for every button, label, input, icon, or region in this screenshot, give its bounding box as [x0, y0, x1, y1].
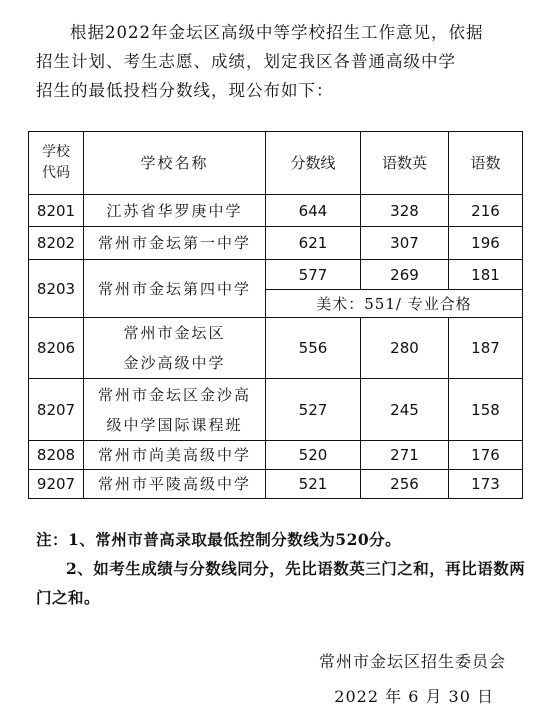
table-row — [29, 379, 523, 441]
chinese-math-score: 176 — [449, 441, 523, 470]
chinese-math-score: 181 — [449, 260, 523, 290]
art-admission-note: 美术：551/ 专业合格 — [266, 290, 523, 318]
score-line: 527 — [266, 379, 361, 441]
header-code-line-1: 学校 — [42, 144, 70, 160]
intro-line-2: 招生计划、考生志愿、成绩，划定我区各普通高级中学 — [36, 52, 456, 71]
school-name: 常州市金坛第一中学 — [84, 227, 266, 260]
score-line: 521 — [266, 470, 361, 499]
intro-paragraph — [36, 18, 526, 105]
note-2: 2、如考生成绩与分数线同分，先比语数英三门之和，再比语数两门之和。 — [36, 559, 526, 607]
admission-score-table — [28, 131, 523, 499]
score-line: 644 — [266, 195, 361, 227]
table-row — [29, 318, 523, 379]
school-code: 9207 — [29, 470, 84, 499]
school-name: 常州市尚美高级中学 — [84, 441, 266, 470]
school-code: 8207 — [29, 379, 84, 441]
header-code-line-2: 代码 — [42, 165, 70, 181]
score-line: 556 — [266, 318, 361, 379]
school-code: 8202 — [29, 227, 84, 260]
header-chinese-math-english: 语数英 — [361, 132, 449, 195]
school-name — [84, 318, 266, 379]
score-line: 621 — [266, 227, 361, 260]
chinese-math-english-score: 280 — [361, 318, 449, 379]
school-code: 8201 — [29, 195, 84, 227]
score-line: 577 — [266, 260, 361, 290]
intro-line-1: 根据2022年金坛区高级中等学校招生工作意见，依据 — [70, 23, 484, 42]
chinese-math-english-score: 307 — [361, 227, 449, 260]
table-header-row — [29, 132, 523, 195]
school-code: 8203 — [29, 260, 84, 318]
intro-line-3: 招生的最低投档分数线，现公布如下： — [36, 81, 334, 100]
chinese-math-english-score: 328 — [361, 195, 449, 227]
school-name — [84, 379, 266, 441]
chinese-math-score: 173 — [449, 470, 523, 499]
header-school-code — [29, 132, 84, 195]
chinese-math-score: 196 — [449, 227, 523, 260]
chinese-math-score: 187 — [449, 318, 523, 379]
issuing-organization: 常州市金坛区招生委员会 — [318, 652, 506, 671]
table-row — [29, 260, 523, 290]
chinese-math-score: 216 — [449, 195, 523, 227]
issue-date: 2022 年 6 月 30 日 — [334, 687, 494, 706]
header-school-name: 学校名称 — [84, 132, 266, 195]
table-row — [29, 441, 523, 470]
school-name: 常州市平陵高级中学 — [84, 470, 266, 499]
chinese-math-english-score: 271 — [361, 441, 449, 470]
chinese-math-english-score: 245 — [361, 379, 449, 441]
school-name-line-2: 金沙高级中学 — [123, 354, 226, 372]
header-chinese-math: 语数 — [449, 132, 523, 195]
school-name-line-1: 常州市金坛区 — [123, 324, 226, 342]
chinese-math-english-score: 269 — [361, 260, 449, 290]
table-row — [29, 195, 523, 227]
school-name: 常州市金坛第四中学 — [84, 260, 266, 318]
table-row — [29, 470, 523, 499]
chinese-math-english-score: 256 — [361, 470, 449, 499]
notes-section — [36, 525, 526, 612]
school-name: 江苏省华罗庚中学 — [84, 195, 266, 227]
table-row — [29, 227, 523, 260]
school-name-line-2: 级中学国际课程班 — [106, 415, 243, 434]
header-score-line: 分数线 — [266, 132, 361, 195]
school-name-line-1: 常州市金坛区金沙高 — [97, 385, 251, 404]
chinese-math-score: 158 — [449, 379, 523, 441]
score-line: 520 — [266, 441, 361, 470]
school-code: 8208 — [29, 441, 84, 470]
school-code: 8206 — [29, 318, 84, 379]
note-1: 注：1、常州市普高录取最低控制分数线为520分。 — [36, 530, 402, 549]
